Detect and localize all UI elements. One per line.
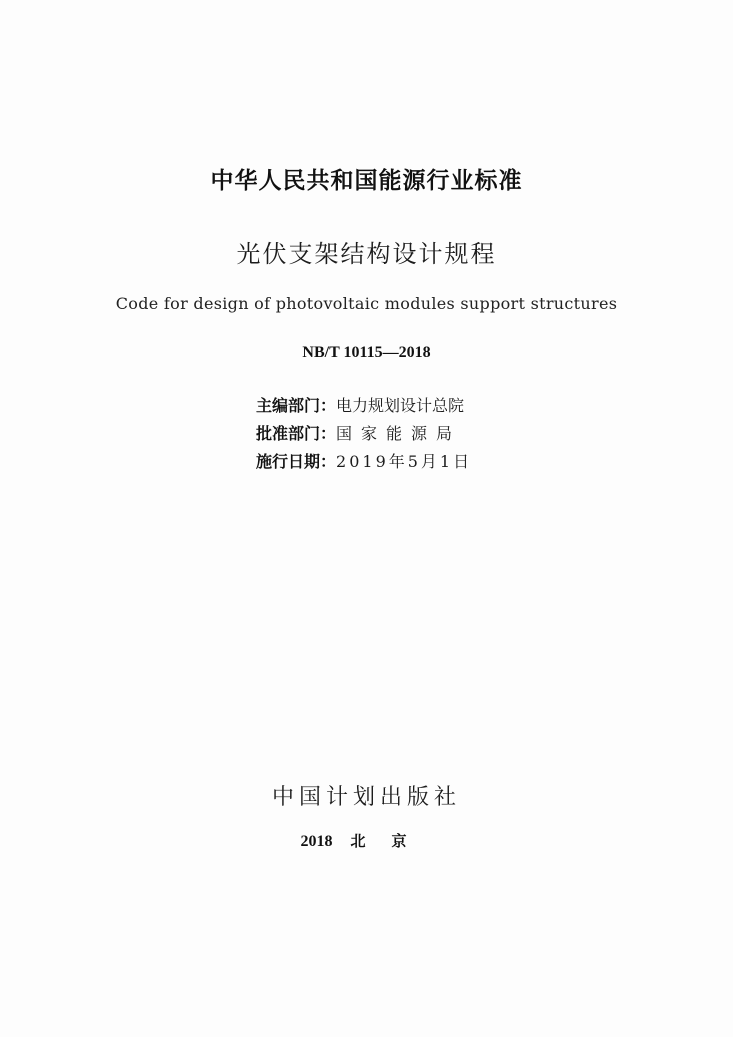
standard-number: NB/T 10115—2018 — [302, 344, 431, 361]
approver-label: 批准部门 — [256, 424, 321, 443]
editor-row — [256, 392, 556, 420]
effective-date-separator: ： — [320, 452, 337, 471]
editor-value: 电力规划设计总院 — [336, 396, 465, 415]
approver-value: 国家能源局 — [336, 424, 462, 443]
publication-city: 北京 — [350, 832, 433, 850]
approver-row — [256, 420, 556, 448]
document-title-english: Code for design of photovoltaic modules support structures — [115, 294, 618, 313]
document-title-chinese: 光伏支架结构设计规程 — [236, 240, 497, 268]
approver-separator: ： — [320, 424, 337, 443]
effective-date-row — [256, 448, 556, 476]
industry-standard-heading: 中华人民共和国能源行业标准 — [210, 168, 523, 194]
publication-info — [256, 392, 556, 476]
editor-separator: ： — [320, 396, 337, 415]
publication-year-place — [0, 830, 733, 851]
publication-year: 2018 — [300, 833, 333, 850]
effective-date-value: 2019年5月1日 — [336, 452, 473, 471]
publisher-name: 中国计划出版社 — [271, 785, 461, 810]
editor-label: 主编部门 — [256, 396, 321, 415]
effective-date-label: 施行日期 — [256, 452, 321, 471]
